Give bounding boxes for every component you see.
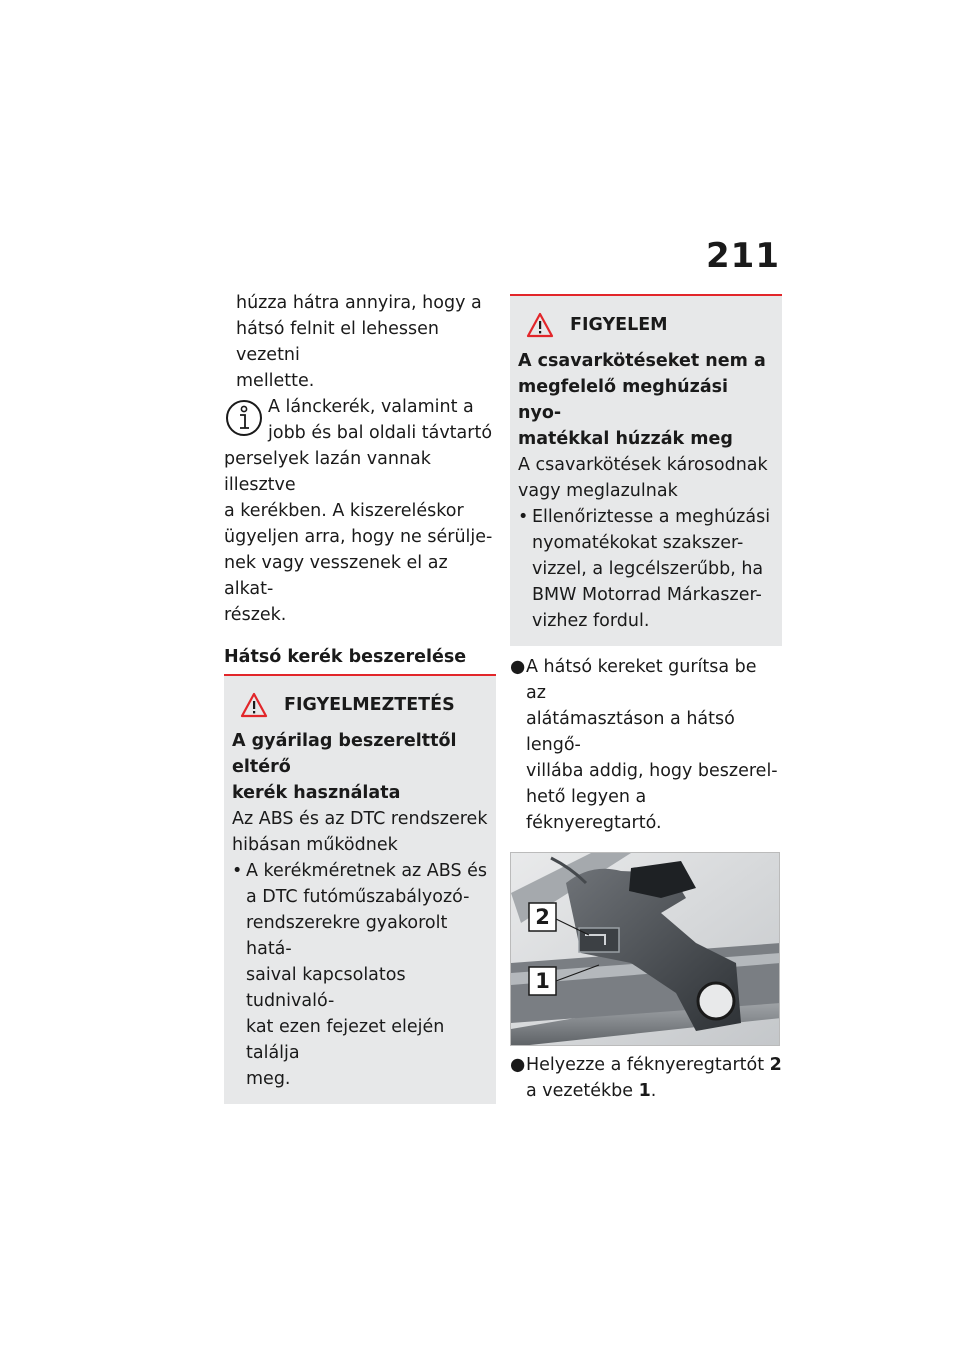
- info-icon: [224, 398, 264, 438]
- warning-box: [224, 676, 496, 1104]
- right-column: [510, 294, 782, 1104]
- page-number: 211: [706, 236, 780, 276]
- left-column: [224, 290, 496, 1104]
- info-text-first: A lánckerék, valamint a jobb és bal oldali távtartó: [268, 397, 493, 443]
- warning-triangle-icon: [240, 692, 268, 718]
- ref-number-2: 2: [769, 1055, 782, 1075]
- warning-heading: FIGYELMEZTETÉS: [232, 692, 488, 718]
- warning-title: A gyárilag beszerelttől eltérő kerék használata: [232, 731, 457, 803]
- ref-number-1: 1: [638, 1081, 651, 1101]
- caution-bullet: • Ellenőriztesse a meghúzási nyomatékokat szakszer- vizzel, a legcélszerűbb, ha BMW Motorrad Márkaszer- vizhez fordul.: [518, 507, 771, 631]
- step-place-carrier: ● Helyezze a féknyeregtartót 2 a vezetékbe 1.: [510, 1055, 782, 1101]
- brake-caliper-carrier-figure: [510, 852, 780, 1046]
- info-text-rest: perselyek lazán vannak illesztve a kerékben. A kiszereléskor ügyeljen arra, hogy ne sérülje- nek vagy vesszenek el az alkat- részek.: [224, 449, 493, 625]
- info-note: [224, 394, 496, 628]
- intro-text: húzza hátra annyira, hogy a hátsó felnit el lehessen vezetni mellette.: [236, 293, 482, 391]
- figure-illustration: [511, 853, 780, 1046]
- caution-body: A csavarkötések károsodnak vagy meglazulnak: [518, 455, 768, 501]
- figure-label-2: 2: [535, 905, 550, 929]
- caution-title: A csavarkötéseket nem a megfelelő meghúzási nyo- matékkal húzzák meg: [518, 351, 766, 449]
- warning-bullet: • A kerékméretnek az ABS és a DTC futóműszabályozó- rendszerekre gyakorolt hatá- saival kapcsolatos tudnivaló- kat ezen fejezet elején találja meg.: [232, 861, 488, 1089]
- warning-body: Az ABS és az DTC rendszerek hibásan működnek: [232, 809, 488, 855]
- caution-heading: FIGYELEM: [518, 312, 774, 338]
- step-roll-in-wheel: ● A hátsó kereket gurítsa be az alátámasztáson a hátsó lengő- villába addig, hogy beszerel- hető legyen a féknyeregtartó.: [510, 657, 778, 833]
- section-title: Hátsó kerék beszerelése: [224, 644, 496, 676]
- warning-triangle-icon: [526, 312, 554, 338]
- caution-box: [510, 294, 782, 646]
- figure-label-1: 1: [535, 969, 550, 993]
